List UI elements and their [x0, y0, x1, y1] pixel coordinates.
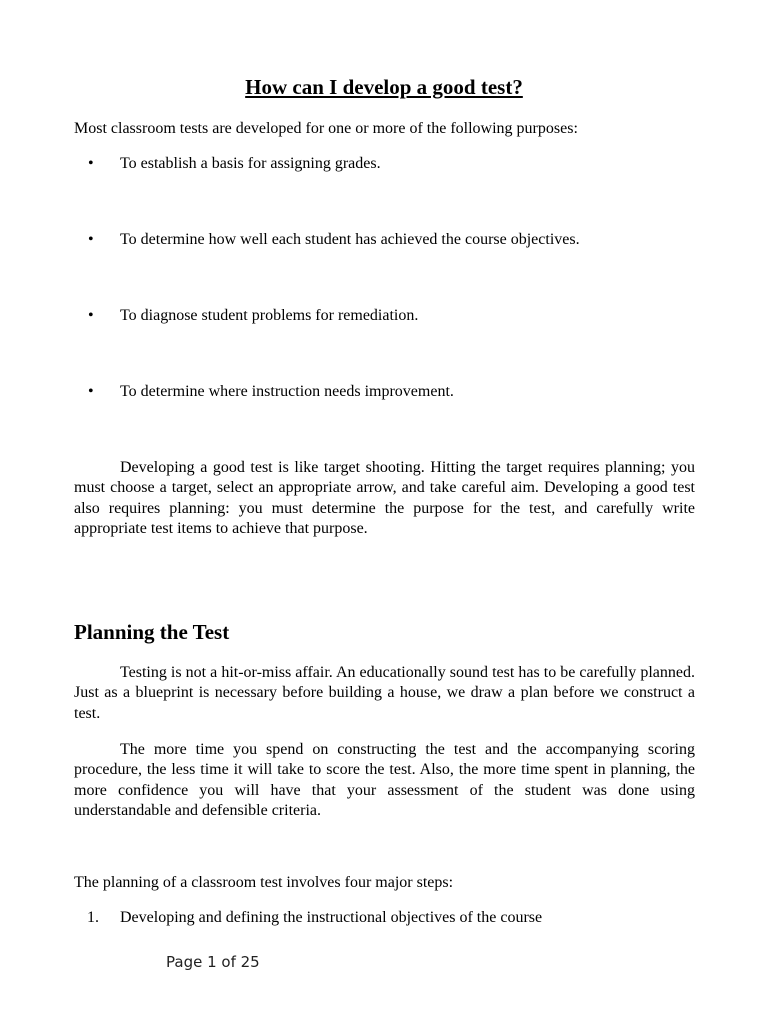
bullet-marker: • — [88, 231, 94, 248]
bullet-item: To diagnose student problems for remediation. — [120, 307, 419, 324]
bullet-marker: • — [88, 155, 94, 172]
page-footer: Page 1 of 25 — [166, 953, 260, 971]
bullet-item: To establish a basis for assigning grades. — [120, 155, 381, 172]
bullet-item: To determine how well each student has achieved the course objectives. — [120, 231, 580, 248]
bullet-marker: • — [88, 307, 94, 324]
document-title: How can I develop a good test? — [245, 75, 523, 99]
intro-text: Most classroom tests are developed for one or more of the following purposes: — [74, 120, 578, 137]
step-number: 1. — [87, 909, 99, 926]
step-text: Developing and defining the instructional objectives of the course — [120, 909, 543, 926]
paragraph-target-shooting: Developing a good test is like target shooting. Hitting the target requires planning; you must choose a target, select an appropriate arrow, and take careful aim. Developing a good test also requires planning: you must determine the purpose for the test, and carefully write appropriate test items to achieve that purpose. — [74, 459, 695, 537]
steps-intro: The planning of a classroom test involves four major steps: — [74, 874, 454, 891]
bullet-item: To determine where instruction needs improvement. — [120, 383, 454, 400]
section-heading: Planning the Test — [74, 620, 230, 644]
bullet-marker: • — [88, 383, 94, 400]
paragraph-time: The more time you spend on constructing the test and the accompanying scoring procedure, the less time it will take to score the test. Also, the more time spent in planning, the more confidence you will have that your assessment of the student was done using understandable and defensible criteria. — [74, 741, 695, 819]
paragraph-testing: Testing is not a hit-or-miss affair. An educationally sound test has to be carefully planned. Just as a blueprint is necessary before building a house, we draw a plan before we construct a test. — [74, 664, 695, 722]
